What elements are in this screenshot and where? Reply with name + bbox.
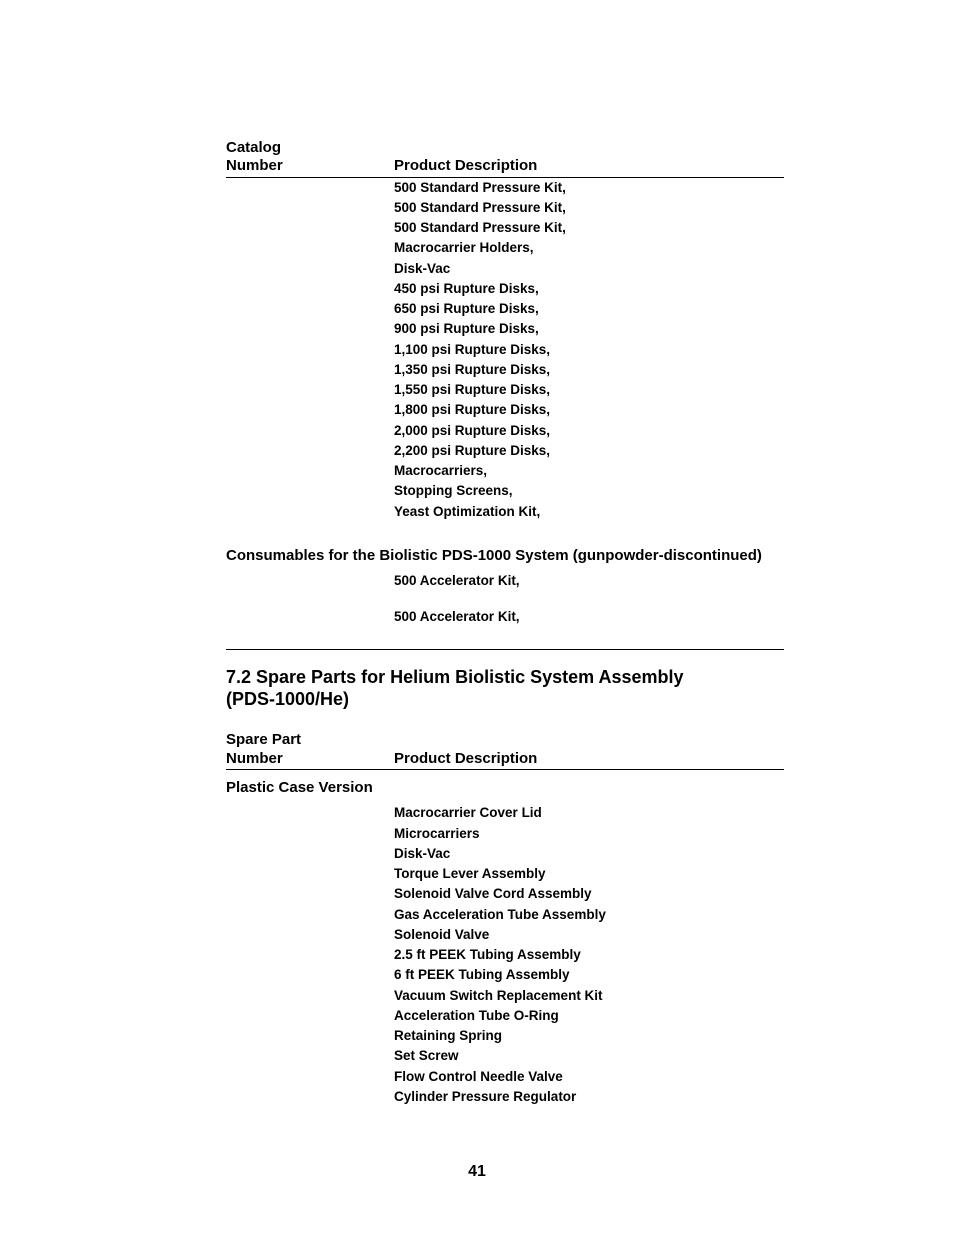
catalog-item: 1,100 psi Rupture Disks, [394,342,551,357]
catalog-item: 2,000 psi Rupture Disks, [394,423,551,438]
spare-item: Gas Acceleration Tube Assembly [394,907,606,922]
consumables-heading: Consumables for the Biolistic PDS-1000 System (gunpowder-discontinued) [226,547,762,564]
spare-item: Solenoid Valve Cord Assembly [394,886,592,901]
catalog-item: 650 psi Rupture Disks, [394,301,539,316]
catalog-item: Disk-Vac [394,261,451,276]
page-number: 41 [468,1163,486,1180]
catalog-item: 1,350 psi Rupture Disks, [394,362,551,377]
spare-part-header-line2: Number [226,750,283,767]
spare-item: Solenoid Valve [394,927,490,942]
spare-item: Retaining Spring [394,1028,502,1043]
spare-item: 2.5 ft PEEK Tubing Assembly [394,947,581,962]
catalog-item: 2,200 psi Rupture Disks, [394,443,551,458]
spare-item: Vacuum Switch Replacement Kit [394,988,603,1003]
section-divider [226,649,784,650]
catalog-item: 1,800 psi Rupture Disks, [394,402,551,417]
catalog-item: Macrocarrier Holders, [394,240,534,255]
catalog-item: 900 psi Rupture Disks, [394,321,539,336]
catalog-item: 1,550 psi Rupture Disks, [394,382,551,397]
catalog-item: 500 Standard Pressure Kit, [394,220,566,235]
catalog-item: Stopping Screens, [394,483,513,498]
catalog-item: 450 psi Rupture Disks, [394,281,539,296]
catalog-item: Yeast Optimization Kit, [394,504,541,519]
consumables-item: 500 Accelerator Kit, [394,609,520,624]
spare-item: Flow Control Needle Valve [394,1069,563,1084]
spare-item: Acceleration Tube O-Ring [394,1008,559,1023]
spare-item: 6 ft PEEK Tubing Assembly [394,967,570,982]
spare-item: Disk-Vac [394,846,451,861]
catalog-item: 500 Standard Pressure Kit, [394,180,566,195]
spare-part-header-line1: Spare Part [226,731,302,748]
spare-item: Microcarriers [394,826,480,841]
catalog-item: Macrocarriers, [394,463,488,478]
catalog-header-rule [226,177,784,178]
spare-description-header: Product Description [394,750,538,767]
section-title-line1: 7.2 Spare Parts for Helium Biolistic System Assembly [226,667,684,687]
spare-item: Cylinder Pressure Regulator [394,1089,577,1104]
consumables-item: 500 Accelerator Kit, [394,573,520,588]
spare-item: Set Screw [394,1048,459,1063]
spare-header-rule [226,769,784,770]
spare-item: Torque Lever Assembly [394,866,546,881]
section-title-line2: (PDS-1000/He) [226,689,350,709]
plastic-case-subheading: Plastic Case Version [226,779,373,796]
catalog-number-header-line2: Number [226,157,283,174]
product-description-header: Product Description [394,157,538,174]
catalog-number-header-line1: Catalog [226,139,282,156]
spare-item: Macrocarrier Cover Lid [394,805,542,820]
catalog-item: 500 Standard Pressure Kit, [394,200,566,215]
